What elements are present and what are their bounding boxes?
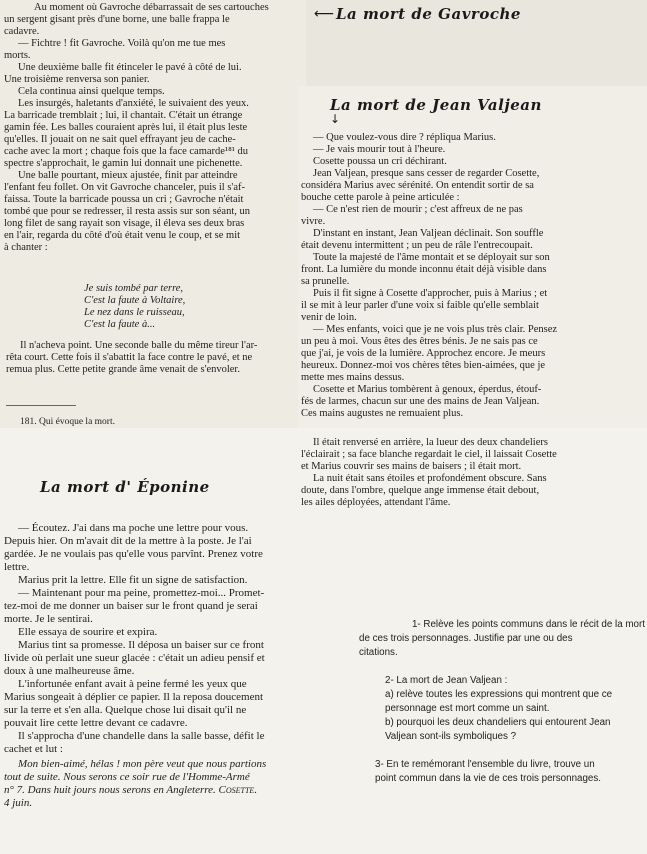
letter-line: n° 7. Dans huit jours nous serons en Angleterre. [4, 784, 219, 796]
text-line: l'éclairait ; sa face blanche regardait le ciel, il laissait Cosette [301, 449, 557, 460]
gavroche-song [84, 283, 185, 331]
text-line: Marius prit la lettre. Elle fit un signe de satisfaction. [18, 574, 248, 586]
text-line: Ces mains augustes ne remuaient plus. [301, 408, 464, 419]
text-line: pouvait lire cette lettre devant ce cadavre. [4, 717, 188, 729]
text-line: Elle essaya de sourire et expira. [18, 626, 158, 638]
song-line: Je suis tombé par terre, [84, 283, 184, 294]
text-line: lettre. [4, 561, 30, 573]
text-line: Depuis hier. On m'avait dit de la mettre à la poste. Je l'ai [4, 535, 252, 547]
text-line: morts. [4, 50, 31, 61]
song-line: C'est la faute à... [84, 319, 156, 330]
text-line: à chanter : [4, 242, 48, 253]
text-line: Il n'acheva point. Une seconde balle du même tireur l'ar- [20, 340, 258, 351]
text-line: les ailes déployées, attendant l'âme. [301, 497, 451, 508]
question-line: de ces trois personnages. Justifie par une ou des [359, 633, 573, 644]
text-line: considéra Marius avec sérénité. On entendit sortir de sa [301, 180, 534, 191]
eponine-text [4, 522, 304, 756]
question-line: 3- En te remémorant l'ensemble du livre, trouve un [375, 759, 595, 770]
text-line: faissa. Toute la barricade poussa un cri ; Gavroche n'était [4, 194, 244, 205]
text-line: Les insurgés, haletants d'anxiété, le suivaient des yeux. [18, 98, 249, 109]
song-line: C'est la faute à Voltaire, [84, 295, 186, 306]
question-line: 1- Relève les points communs dans le récit de la mort [411, 619, 645, 630]
text-line: en l'air, regarda du côté d'où était venu le coup, et se mit [4, 230, 241, 241]
text-line: doute, dans l'ombre, quelque ange immense était debout, [301, 485, 540, 496]
text-line: Toute la majesté de l'âme montait et se déployait sur son [313, 252, 550, 263]
text-line: — Maintenant pour ma peine, promettez-moi... Promet- [18, 587, 265, 599]
question-line: b) pourquoi les deux chandeliers qui entourent Jean [385, 717, 611, 728]
text-line: front. La lumière du monde inconnu était déjà visible dans [301, 264, 547, 275]
text-line: long filet de sang rayait son visage, il éleva ses deux bras [4, 218, 245, 229]
text-line: il se mit à leur parler d'une voix si faible qu'elle semblait [301, 300, 539, 311]
text-line: Une balle pourtant, mieux ajustée, finit par atteindre [18, 170, 238, 181]
text-line: La barricade tremblait ; lui, il chantait. C'était un étrange [4, 110, 243, 121]
text-line: était devenu intermittent ; un peu de râle l'entrecoupait. [301, 240, 533, 251]
letter-signature: Cosette. [218, 784, 258, 796]
text-line: — Écoutez. J'ai dans ma poche une lettre pour vous. [18, 522, 249, 534]
arrow-left-icon: ⟵ [314, 6, 335, 22]
text-line: bouche cette parole à peine articulée : [301, 192, 460, 203]
arrow-down-icon: ↓ [330, 112, 341, 126]
text-line: La nuit était sans étoiles et profondément obscure. Sans [313, 473, 547, 484]
cosette-letter [4, 758, 304, 810]
letter-line: tout de suite. Nous serons ce soir rue de l'Homme-Armé [4, 771, 250, 783]
letter-line: 4 juin. [4, 797, 33, 809]
text-line: — Ce n'est rien de mourir ; c'est affreux de ne pas [313, 204, 523, 215]
text-line: gamin fée. Les balles couraient après lui, il était plus leste [4, 122, 248, 133]
valjean-text-end [301, 437, 643, 509]
text-line: et Marius couvrir ses mains de baisers ; il était mort. [301, 461, 522, 472]
text-line: Marius songeait à déplier ce papier. Il la reposa doucement [4, 691, 264, 703]
letter-line: Mon bien-aimé, hélas ! mon père veut que nous partions [18, 758, 267, 770]
text-line: morte. Je le sentirai. [4, 613, 93, 625]
text-line: mette mes mains dessus. [301, 372, 405, 383]
text-line: Cosette et Marius tombèrent à genoux, éperdus, étouf- [313, 384, 542, 395]
footnote: 181. Qui évoque la mort. [20, 417, 115, 427]
valjean-text [301, 132, 643, 420]
text-line: que j'ai, je vois de la lumière. Approchez encore. Je meurs [301, 348, 546, 359]
text-line: sa prunelle. [301, 276, 350, 287]
question-line: point commun dans la vie de ces trois personnages. [375, 773, 601, 784]
gavroche-ending [6, 340, 298, 376]
text-line: Une deuxième balle fit étinceler le pavé à côté de lui. [18, 62, 242, 73]
question-line: Valjean sont-ils symboliques ? [385, 731, 517, 742]
text-line: heureux. Donnez-moi vos chères têtes bien-aimées, que je [301, 360, 546, 371]
text-line: L'infortunée enfant avait à peine fermé les yeux que [18, 678, 247, 690]
song-line: Le nez dans le ruisseau, [84, 307, 185, 318]
text-line: Il s'approcha d'une chandelle dans la salle basse, défit le [18, 730, 265, 742]
page-gavroche [0, 0, 306, 438]
text-line: Marius tint sa promesse. Il déposa un baiser sur ce front [18, 639, 264, 651]
question-line: a) relève toutes les expressions qui montrent que ce [385, 689, 613, 700]
text-line: — Fichtre ! fit Gavroche. Voilà qu'on me tue mes [18, 38, 226, 49]
text-line: l'enfant feu follet. On vit Gavroche chanceler, puis il s'af- [4, 182, 245, 193]
text-line: Une troisième renversa son panier. [4, 74, 150, 85]
footnote-rule [6, 405, 76, 406]
text-line: tez-moi de me donner un baiser sur le front quand je serai [4, 600, 258, 612]
text-line: Puis il fit signe à Cosette d'approcher, puis à Marius ; et [313, 288, 548, 299]
text-line: fés de larmes, chacun sur une des mains de Jean Valjean. [301, 396, 540, 407]
text-line: venir de loin. [301, 312, 357, 323]
page-valjean [298, 86, 647, 434]
text-line: vivre. [301, 216, 326, 227]
text-line: Au moment où Gavroche débarrassait de ses cartouches [34, 2, 269, 13]
text-line: cache avec la mort ; chaque fois que la face camarde¹⁸¹ du [4, 146, 249, 157]
question-line: citations. [359, 647, 398, 658]
text-line: Jean Valjean, presque sans cesser de regarder Cosette, [313, 168, 540, 179]
text-line: remua plus. Cette petite grande âme venait de s'envoler. [6, 364, 240, 375]
question-line: 2- La mort de Jean Valjean : [385, 675, 508, 686]
title-eponine: La mort d' Éponine [40, 478, 210, 496]
questions [315, 618, 645, 786]
text-line: rêta court. Cette fois il s'abattit la face contre le pavé, et ne [6, 352, 253, 363]
text-line: un peu à moi. Vous êtes des êtres bénis. Je ne sais pas ce [301, 336, 538, 347]
text-line: Cela continua ainsi quelque temps. [18, 86, 165, 97]
question-line: personnage est mort comme un saint. [385, 703, 550, 714]
text-line: sur la terre et s'en alla. Quelque chose lui disait qu'il ne [4, 704, 247, 716]
question-line [315, 660, 645, 674]
title-valjean: La mort de Jean Valjean [330, 96, 542, 114]
text-line: tombé que pour se redresser, il resta assis sur son séant, un [4, 206, 250, 217]
text-line: — Que voulez-vous dire ? répliqua Marius. [313, 132, 496, 143]
text-line: — Je vais mourir tout à l'heure. [313, 144, 446, 155]
text-line: un sergent gisant près d'une borne, une balle frappa le [4, 14, 230, 25]
text-line: cachet et lut : [4, 743, 63, 755]
text-line: Cosette poussa un cri déchirant. [313, 156, 447, 167]
text-line: gardée. Je ne voulais pas qu'elle vous parvînt. Prenez votre [4, 548, 263, 560]
text-line: — Mes enfants, voici que je ne vois plus très clair. Pensez [313, 324, 558, 335]
text-line: D'instant en instant, Jean Valjean déclinait. Son souffle [313, 228, 544, 239]
text-line: qu'elles. Il jouait on ne sait quel effrayant jeu de cache- [4, 134, 236, 145]
text-line: Il était renversé en arrière, la lueur des deux chandeliers [313, 437, 548, 448]
text-line: livide où perlait une sueur glacée : c'était un adieu pensif et [4, 652, 265, 664]
text-line: spectre s'approchait, le gamin lui donnait une pichenette. [4, 158, 243, 169]
text-line: doux à une malheureuse âme. [4, 665, 135, 677]
question-line [315, 744, 645, 758]
title-gavroche: La mort de Gavroche [336, 5, 521, 23]
text-line: cadavre. [4, 26, 40, 37]
gavroche-text [4, 2, 296, 254]
